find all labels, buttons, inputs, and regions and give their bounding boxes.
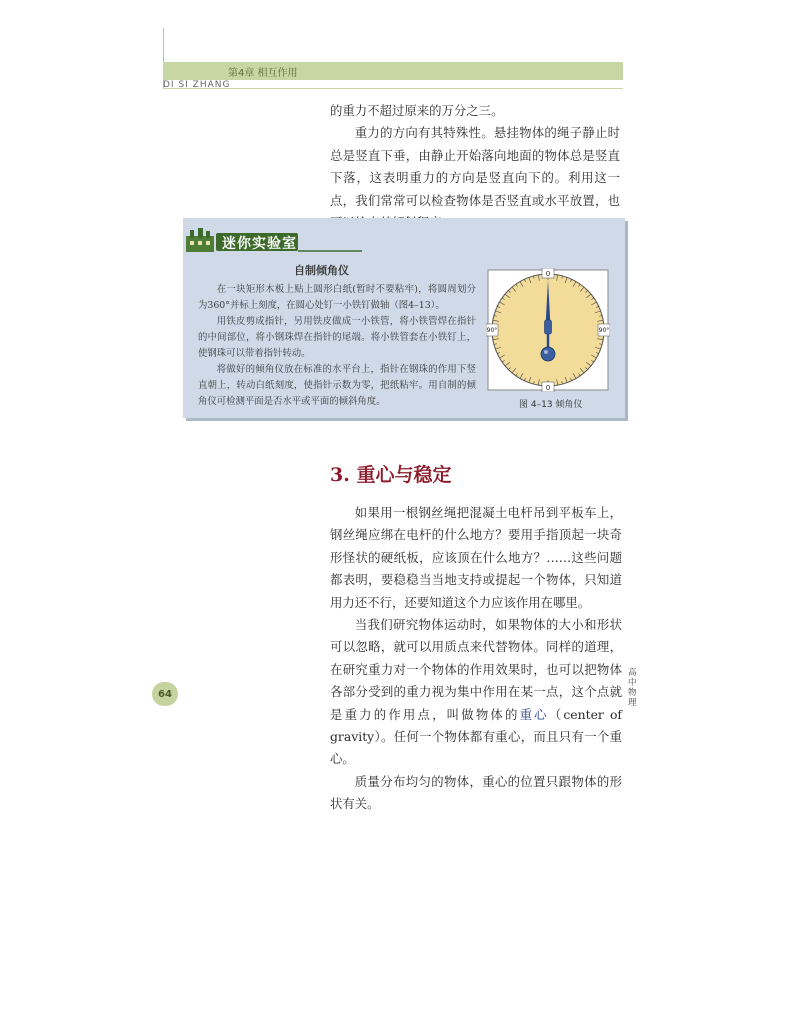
paragraph	[330, 614, 622, 771]
dial-label-right: 90°	[598, 327, 610, 334]
side-label-char: 中	[628, 678, 637, 688]
lab-paragraph: 在一块矩形木板上贴上圆形白纸(暂时不要粘牢)，将圆周划分为360°并标上刻度，在圆心处钉一小铁钉做轴（图4–13）。	[198, 284, 476, 311]
paragraph-text: 当我们研究物体运动时，如果物体的大小和形状可以忽略，就可以用质点来代替物体。同样的道理，在研究重力对一个物体的作用效果时，也可以把物体各部分受到的重力视为集中作用在某一点，这个点就是重力的作用点，叫做物体的	[330, 617, 622, 722]
dial-label-left: 90°	[486, 327, 498, 334]
lab-subtitle: 自制倾角仪	[294, 264, 349, 277]
figure-caption: 图 4–13 倾角仪	[519, 400, 583, 410]
top-text	[330, 100, 620, 234]
inclinometer-figure	[486, 268, 610, 392]
lab-paragraph: 将做好的倾角仪放在标准的水平台上，指针在钢珠的作用下竖直朝上，转动白纸刻度，使指针示数为零，把纸粘牢。用自制的倾角仪可检测平面是否水平或平面的倾斜角度。	[198, 364, 476, 407]
lab-text	[198, 282, 476, 410]
dial-label-bottom: 0	[545, 384, 551, 392]
side-label	[628, 668, 640, 708]
section-body	[330, 502, 622, 816]
steel-ball	[541, 347, 555, 361]
paragraph-text: （center of gravity）。任何一个物体都有重心，而且只有一个重心。	[330, 706, 622, 767]
paragraph: 质量分布均匀的物体，重心的位置只跟物体的形状有关。	[330, 773, 622, 812]
mini-lab-title: 迷你实验室	[222, 236, 297, 252]
term-center-of-gravity: 重心	[519, 706, 549, 722]
pointer-tube	[545, 320, 552, 334]
dial-label-top: 0	[545, 270, 551, 278]
header-rule	[163, 88, 623, 89]
paragraph: 的重力不超过原来的万分之三。	[330, 103, 504, 118]
paragraph: 如果用一根钢丝绳把混凝土电杆吊到平板车上，钢丝绳应绑在电杆的什么地方？要用手指顶起一块奇形怪状的硬纸板，应该顶在什么地方？……这些问题都表明，要稳稳当当地支持或提起一个物体，只知道用力还不行，还要知道这个力应该作用在哪里。	[330, 505, 622, 610]
side-label-char: 理	[628, 698, 637, 708]
section-title: 3. 重心与稳定	[330, 464, 452, 486]
side-label-char: 物	[628, 688, 637, 698]
chapter-title: 第4章 相互作用	[228, 68, 298, 79]
page-number: 64	[152, 682, 178, 706]
lab-paragraph: 用铁皮剪成指针，另用铁皮做成一小铁管，将小铁管焊在指针的中间部位，将小钢珠焊在指针的尾端。将小铁管套在小铁钉上，使钢珠可以带着指针转动。	[198, 316, 476, 359]
paragraph: 重力的方向有其特殊性。悬挂物体的绳子静止时总是竖直下垂，由静止开始落向地面的物体总是竖直下落，这表明重力的方向是竖直向下的。利用这一点，我们常常可以检查物体是否竖直或水平放置，也	[330, 125, 620, 208]
chapter-pinyin: DI SI ZHANG	[163, 80, 231, 90]
side-label-char: 高	[628, 668, 637, 678]
